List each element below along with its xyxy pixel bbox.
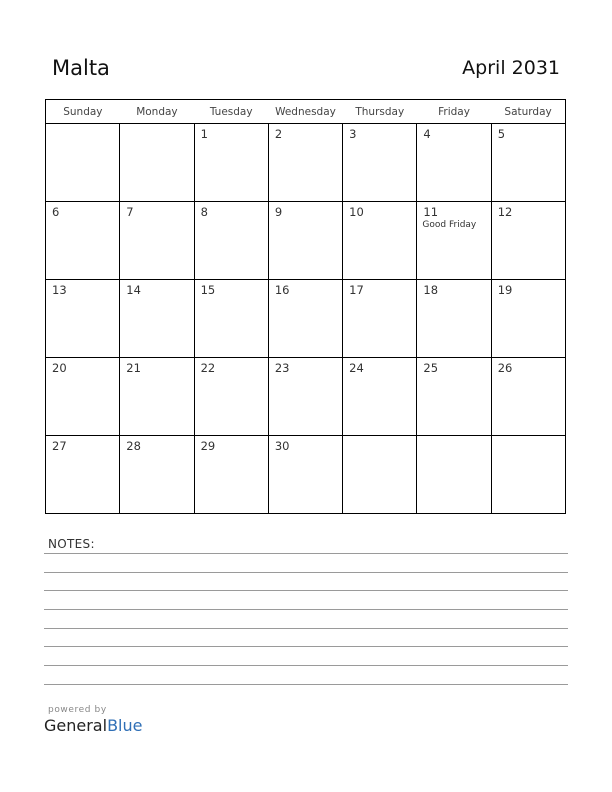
week-row [46, 202, 566, 280]
day-cell [343, 358, 417, 436]
day-cell [46, 436, 120, 514]
day-cell [343, 280, 417, 358]
day-number: 6 [52, 205, 60, 219]
day-cell [343, 124, 417, 202]
weekday-header: Sunday [46, 100, 120, 124]
day-number: 2 [274, 127, 283, 141]
day-number: 16 [274, 283, 290, 297]
day-cell [268, 202, 342, 280]
day-number: 13 [52, 283, 67, 297]
note-line [44, 646, 568, 647]
weekday-header: Saturday [491, 100, 565, 124]
powered-by-text: powered by [48, 705, 107, 715]
day-number: 29 [200, 439, 216, 453]
day-number: 26 [497, 361, 513, 375]
day-cell [194, 358, 268, 436]
generalblue-logo [44, 716, 142, 735]
note-line [44, 628, 568, 629]
empty-day-cell [417, 436, 491, 514]
day-number: 21 [126, 361, 141, 375]
weekday-header: Tuesday [194, 100, 268, 124]
day-number: 28 [126, 439, 141, 453]
weekday-header: Friday [417, 100, 491, 124]
day-number: 20 [52, 361, 67, 375]
day-number: 27 [52, 439, 67, 453]
day-number: 10 [349, 205, 364, 219]
day-cell [417, 124, 491, 202]
weekday-header: Thursday [343, 100, 417, 124]
brand-general-text: General [44, 716, 108, 735]
day-number: 14 [126, 283, 141, 297]
day-cell [120, 358, 194, 436]
empty-day-cell [491, 436, 565, 514]
week-row [46, 280, 566, 358]
day-cell [491, 280, 565, 358]
note-line [44, 684, 568, 685]
note-line [44, 609, 568, 610]
day-cell [194, 124, 268, 202]
day-cell [120, 280, 194, 358]
day-cell [268, 436, 342, 514]
brand-blue-text: Blue [107, 716, 143, 735]
day-cell [343, 202, 417, 280]
empty-day-cell [343, 436, 417, 514]
notes-label: NOTES: [48, 537, 95, 551]
day-cell [46, 202, 120, 280]
holiday-label: Good Friday [422, 220, 477, 230]
day-number: 15 [200, 283, 216, 297]
calendar-grid [45, 99, 566, 514]
day-cell [194, 202, 268, 280]
day-number: 30 [274, 439, 290, 453]
day-number: 11 [423, 205, 439, 219]
week-row [46, 358, 566, 436]
day-number: 18 [423, 283, 439, 297]
note-line [44, 553, 568, 554]
note-line [44, 590, 568, 591]
day-number: 1 [200, 127, 208, 141]
day-number: 8 [200, 205, 208, 219]
day-number: 24 [349, 361, 364, 375]
day-number: 17 [349, 283, 364, 297]
day-cell [120, 436, 194, 514]
day-cell [417, 202, 491, 280]
day-cell [268, 124, 342, 202]
day-cell [268, 358, 342, 436]
day-cell [46, 358, 120, 436]
day-cell [417, 358, 491, 436]
day-cell [491, 358, 565, 436]
day-number: 23 [274, 361, 290, 375]
empty-day-cell [46, 124, 120, 202]
day-cell [46, 280, 120, 358]
day-number: 25 [423, 361, 439, 375]
weekday-header-row [46, 100, 566, 124]
day-cell [417, 280, 491, 358]
weekday-header: Monday [120, 100, 194, 124]
month-year-title: April 2031 [462, 57, 560, 79]
day-cell [491, 124, 565, 202]
day-cell [120, 202, 194, 280]
day-number: 22 [200, 361, 216, 375]
day-number: 9 [274, 205, 283, 219]
note-line [44, 572, 568, 573]
week-row [46, 436, 566, 514]
week-row [46, 124, 566, 202]
day-number: 7 [126, 205, 134, 219]
day-cell [268, 280, 342, 358]
weekday-header: Wednesday [268, 100, 342, 124]
country-title: Malta [52, 56, 110, 80]
empty-day-cell [120, 124, 194, 202]
day-number: 5 [497, 127, 506, 141]
day-number: 12 [497, 205, 513, 219]
note-line [44, 665, 568, 666]
day-number: 4 [423, 127, 431, 141]
day-cell [491, 202, 565, 280]
day-number: 3 [349, 127, 357, 141]
day-cell [194, 436, 268, 514]
day-number: 19 [497, 283, 513, 297]
day-cell [194, 280, 268, 358]
